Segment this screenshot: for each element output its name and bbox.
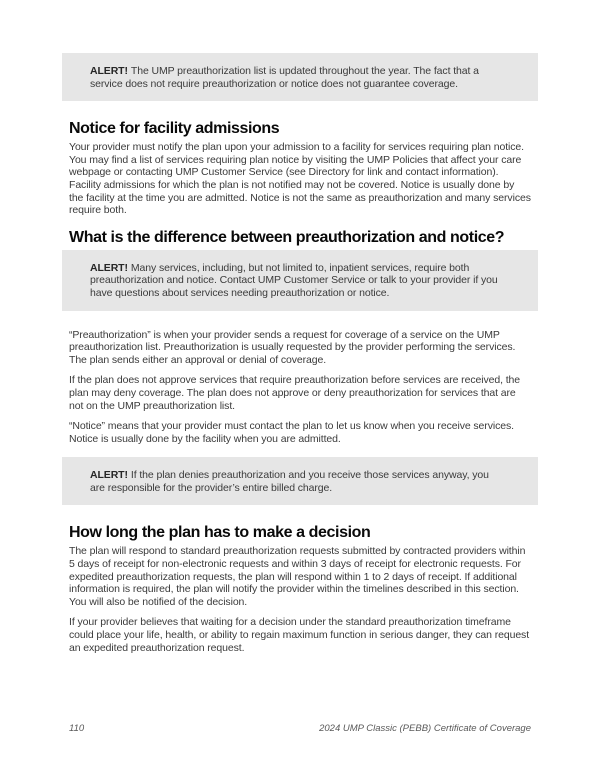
alert-label: ALERT!: [90, 261, 128, 274]
alert-box-services-require-both: [62, 250, 538, 311]
paragraph-facility-admissions: Your provider must notify the plan upon your admission to a facility for services requiring plan notice. You may find a list of services requiring plan notice by visiting the UMP Policies that affect your care webpage or contacting UMP Customer Service (see Directory for link and contact information). Facility admissions for which the plan is not notified may not be covered. Notice is usually done by the facility at the time you are admitted. Notice is not the same as preauthorization and many services require both.: [69, 141, 531, 217]
alert-label: ALERT!: [90, 65, 128, 77]
alert-text: The UMP preauthorization list is updated throughout the year. The fact that a service does not require preauthorization or notice does not guarantee coverage.: [90, 65, 479, 90]
paragraph-notice-definition: “Notice” means that your provider must contact the plan to let us know when you receive services. Notice is usually done by the facility when you are admitted.: [69, 420, 514, 445]
paragraph-expedited-request: If your provider believes that waiting for a decision under the standard preauthorization timeframe could place your life, health, or ability to regain maximum function in serious danger, they can request an expedited preauthorization request.: [69, 616, 530, 654]
heading-decision-timeline: How long the plan has to make a decision: [69, 524, 371, 542]
paragraph-preauthorization-definition: “Preauthorization” is when your provider sends a request for coverage of a service on the UMP preauthorization list. Preauthorization is usually requested by the provider performing the services. The plan sends either an approval or denial of coverage.: [69, 328, 516, 366]
paragraph-response-times: The plan will respond to standard preauthorization requests submitted by contracted providers within 5 days of receipt for non-electronic requests and within 3 days of receipt for electronic requests. For expedited preauthorization requests, the plan will respond within 1 to 2 days of receipt. If additional information is required, the plan will notify the provider within the timelines described in this section. You will also be notified of the decision.: [69, 545, 526, 608]
alert-label: ALERT!: [90, 469, 128, 482]
heading-difference-preauth-notice: What is the difference between preauthorization and notice?: [69, 228, 505, 246]
alert-box-denied-preauth: [62, 457, 538, 505]
footer-doc-title: 2024 UMP Classic (PEBB) Certificate of Coverage: [319, 723, 531, 734]
page-number: 110: [69, 723, 85, 734]
paragraph-plan-approval: If the plan does not approve services that require preauthorization before services are received, the plan may deny coverage. The plan does not approve or deny preauthorization for services that are not on the UMP preauthorization list.: [69, 374, 520, 412]
heading-notice-facility-admissions: Notice for facility admissions: [69, 120, 280, 138]
page-footer: [69, 723, 531, 734]
alert-text: If the plan denies preauthorization and you receive those services anyway, you are responsible for the provider’s entire billed charge.: [90, 469, 489, 494]
alert-text: Many services, including, but not limited to, inpatient services, require both preauthorization and notice. Contact UMP Customer Service or talk to your provider if you have questions about services needing preauthorization or notice.: [90, 261, 498, 299]
alert-box-preauth-list: [62, 53, 538, 101]
